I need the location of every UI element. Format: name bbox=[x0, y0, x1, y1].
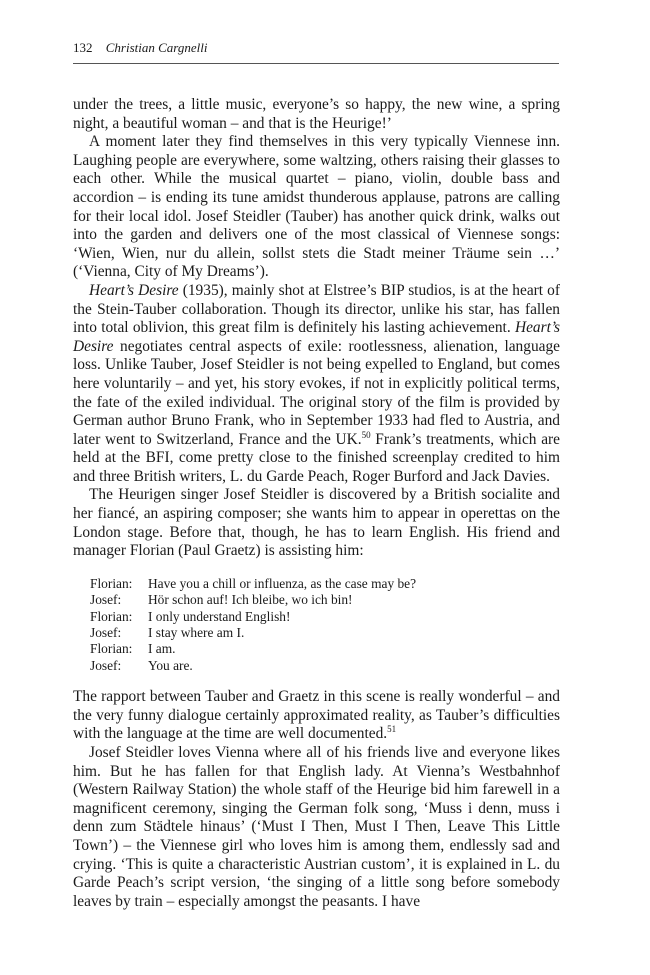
footnote-ref-51[interactable]: 51 bbox=[387, 724, 397, 735]
running-head-author: Christian Cargnelli bbox=[105, 40, 208, 55]
dialogue-line bbox=[90, 658, 560, 674]
paragraph-5-text: The rapport between Tauber and Graetz in this scene is really wonderful – and the very funny dialogue certainly approximated reality, as Tauber’s difficulties with the language at the time are well documented. bbox=[73, 688, 560, 743]
paragraph-3-text-a: (1935), mainly shot at Elstree’s BIP studios, is at the heart of the Stein-Tauber collaboration. Though its director, unlike his star, has fallen into total oblivion, this great film is definitely his lasting achievement. bbox=[73, 281, 560, 337]
speaker: Florian: bbox=[90, 608, 133, 624]
body-text bbox=[73, 96, 560, 911]
dialogue-text: You are. bbox=[148, 657, 193, 673]
dialogue-text: I stay where am I. bbox=[148, 625, 245, 641]
paragraph-3-text-b: negotiates central aspects of exile: rootlessness, alienation, language loss. Unlike Tauber, Josef Steidler is not being expelled to England, but comes here voluntarily – and yet, his story evokes, if not in explicitly political terms, the fate of the exiled individual. The original story of the film is provided by German author Bruno Frank, who in September 1933 had fled to Austria, and later went to Switzerland, France and the UK. bbox=[73, 337, 560, 448]
dialogue-line bbox=[90, 576, 560, 592]
speaker: Florian: bbox=[90, 575, 133, 591]
paragraph-1: under the trees, a little music, everyone’s so happy, the new wine, a spring night, a beautiful woman – and that is the Heurige!’ bbox=[73, 96, 560, 132]
paragraph-4: The Heurigen singer Josef Steidler is discovered by a British socialite and her fiancé, an aspiring composer; she wants him to appear in operettas on the London stage. Before that, though, he has to learn English. His friend and manager Florian (Paul Graetz) is assisting him: bbox=[73, 486, 560, 560]
speaker: Josef: bbox=[90, 625, 122, 641]
page-number: 132 bbox=[73, 40, 93, 55]
header-rule bbox=[73, 63, 559, 64]
dialogue-text: I am. bbox=[148, 641, 176, 657]
film-title: Heart’s Desire bbox=[73, 319, 560, 355]
dialogue-line bbox=[90, 625, 560, 641]
paragraph-5 bbox=[73, 688, 560, 744]
running-header bbox=[73, 40, 559, 56]
speaker: Florian: bbox=[90, 641, 133, 657]
paragraph-6: Josef Steidler loves Vienna where all of his friends live and everyone likes him. But he has fallen for that English lady. At Vienna’s Westbahnhof (Western Railway Station) the whole staff of the Heurige bid him farewell in a magnificent ceremony, singing the German folk song, ‘Muss i denn, muss i denn zum Städtele hinaus’ (‘Must I Then, Must I Then, Leave This Little Town’) – the Viennese girl who loves him is among them, endlessly sad and crying. ‘This is quite a characteristic Austrian custom’, it is explained in L. du Garde Peach’s script version, ‘the singing of a little song before somebody leaves by train – especially amongst the peasants. I have bbox=[73, 744, 560, 910]
dialogue-line bbox=[90, 609, 560, 625]
dialogue-text: Hör schon auf! Ich bleibe, wo ich bin! bbox=[148, 592, 353, 608]
paragraph-3-text-c: Frank’s treatments, which are held at the BFI, come pretty close to the finished screenplay credited to him and three British writers, L. du Garde Peach, Roger Burford and Jack Davies. bbox=[73, 430, 560, 485]
film-title: Heart’s Desire bbox=[89, 281, 179, 299]
dialogue-line bbox=[90, 592, 560, 608]
dialogue-block bbox=[90, 576, 560, 674]
speaker: Josef: bbox=[90, 657, 122, 673]
dialogue-line bbox=[90, 641, 560, 657]
dialogue-text: Have you a chill or influenza, as the case may be? bbox=[148, 575, 417, 591]
footnote-ref-50[interactable]: 50 bbox=[361, 429, 371, 440]
dialogue-text: I only understand English! bbox=[148, 608, 291, 624]
paragraph-3 bbox=[73, 282, 560, 487]
paragraph-2: A moment later they find themselves in this very typically Viennese inn. Laughing people are everywhere, some waltzing, others raising their glasses to each other. While the musical quartet – piano, violin, double bass and accordion – is ending its tune amidst thunderous applause, patrons are calling for their local idol. Josef Steidler (Tauber) has another quick drink, walks out into the garden and delivers one of the most classical of Viennese songs: ‘Wien, Wien, nur du allein, sollst stets die Stadt meiner Träume sein …’ (‘Vienna, City of My Dreams’). bbox=[73, 133, 560, 281]
speaker: Josef: bbox=[90, 592, 122, 608]
